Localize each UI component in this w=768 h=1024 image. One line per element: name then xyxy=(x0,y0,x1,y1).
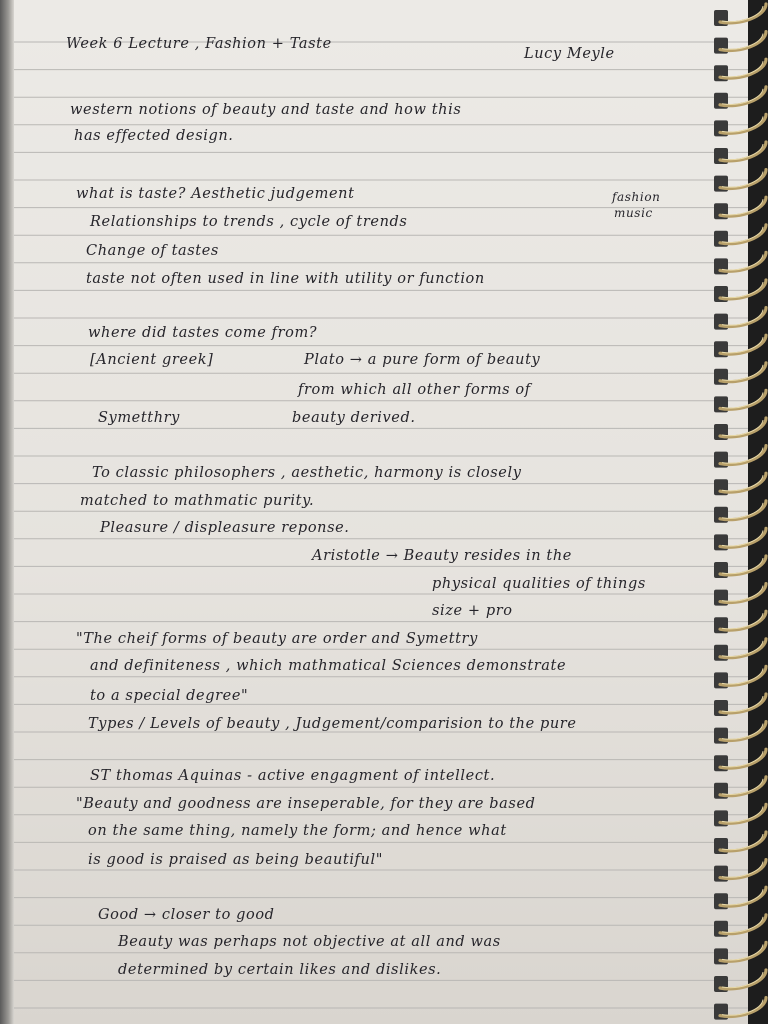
note-line: Symetthry xyxy=(98,410,180,426)
spiral-ring-highlight xyxy=(722,696,763,712)
page-left-edge xyxy=(0,0,14,1024)
note-line: To classic philosophers , aesthetic, harmony is closely xyxy=(92,465,522,481)
spiral-ring-highlight xyxy=(722,641,763,657)
spiral-binding xyxy=(700,0,768,1024)
note-line: physical qualities of things xyxy=(432,576,646,592)
spiral-ring-highlight xyxy=(722,144,763,160)
note-line: "Beauty and goodness are inseperable, for they are based xyxy=(76,796,536,812)
note-line: where did tastes come from? xyxy=(88,325,318,341)
spiral-ring-highlight xyxy=(722,227,763,243)
spiral-ring-highlight xyxy=(722,530,763,546)
spiral-ring-highlight xyxy=(722,779,763,795)
spiral-ring-highlight xyxy=(722,751,763,767)
note-line: Good → closer to good xyxy=(98,907,275,923)
spiral-ring-highlight xyxy=(722,503,763,519)
spiral-ring-highlight xyxy=(722,944,763,960)
note-line: Types / Levels of beauty , Judgement/comparision to the pure xyxy=(88,716,577,732)
note-line: beauty derived. xyxy=(292,410,416,426)
spiral-ring-highlight xyxy=(722,89,763,105)
note-line: Aristotle → Beauty resides in the xyxy=(312,548,572,564)
spiral-ring-highlight xyxy=(722,199,763,215)
spiral-ring-highlight xyxy=(722,889,763,905)
spiral-ring-highlight xyxy=(722,586,763,602)
note-line: determined by certain likes and dislikes. xyxy=(118,962,442,978)
note-line: to a special degree" xyxy=(90,688,249,704)
spiral-ring-highlight xyxy=(722,6,763,22)
spiral-ring-highlight xyxy=(722,310,763,326)
spiral-ring-highlight xyxy=(722,116,763,132)
note-line: [Ancient greek] xyxy=(90,352,214,368)
spiral-ring-highlight xyxy=(722,365,763,381)
note-line: western notions of beauty and taste and how this xyxy=(70,102,462,118)
note-line: music xyxy=(614,206,653,220)
spiral-ring-highlight xyxy=(722,392,763,408)
note-line: Plato → a pure form of beauty xyxy=(304,352,541,368)
note-line: taste not often used in line with utility or function xyxy=(86,271,485,287)
spiral-ring-highlight xyxy=(722,282,763,298)
note-line: has effected design. xyxy=(74,128,234,144)
spiral-ring-highlight xyxy=(722,834,763,850)
note-line: what is taste? Aesthetic judgement xyxy=(76,186,355,202)
spiral-ring-highlight xyxy=(722,613,763,629)
author-name: Lucy Meyle xyxy=(524,46,615,62)
spiral-ring-highlight xyxy=(722,172,763,188)
spiral-ring-highlight xyxy=(722,61,763,77)
spiral-ring-highlight xyxy=(722,917,763,933)
note-line: and definiteness , which mathmatical Sciences demonstrate xyxy=(90,658,567,674)
note-line: "The cheif forms of beauty are order and Symettry xyxy=(76,631,478,647)
note-line: matched to mathmatic purity. xyxy=(80,493,315,509)
note-line: Relationships to trends , cycle of trends xyxy=(90,214,408,230)
note-line: Change of tastes xyxy=(86,243,219,259)
note-line: ST thomas Aquinas - active engagment of intellect. xyxy=(90,768,496,784)
note-line: from which all other forms of xyxy=(298,382,531,398)
spiral-ring-highlight xyxy=(722,254,763,270)
spiral-ring-highlight xyxy=(722,448,763,464)
note-line: Beauty was perhaps not objective at all and was xyxy=(118,934,501,950)
spiral-ring-highlight xyxy=(722,34,763,50)
spiral-ring-highlight xyxy=(722,806,763,822)
spiral-ring-highlight xyxy=(722,972,763,988)
note-line: is good is praised as being beautiful" xyxy=(88,852,383,868)
note-line: on the same thing, namely the form; and hence what xyxy=(88,823,507,839)
spiral-ring-highlight xyxy=(722,337,763,353)
spiral-ring-highlight xyxy=(722,724,763,740)
note-line: fashion xyxy=(612,190,661,204)
spiral-ring-highlight xyxy=(722,420,763,436)
note-line: size + pro xyxy=(432,603,513,619)
note-line: Pleasure / displeasure reponse. xyxy=(100,520,350,536)
spiral-ring-highlight xyxy=(722,1000,763,1016)
lecture-title: Week 6 Lecture , Fashion + Taste xyxy=(66,36,332,52)
spiral-ring-highlight xyxy=(722,558,763,574)
spiral-ring-highlight xyxy=(722,475,763,491)
spiral-ring-highlight xyxy=(722,668,763,684)
spiral-ring-highlight xyxy=(722,862,763,878)
